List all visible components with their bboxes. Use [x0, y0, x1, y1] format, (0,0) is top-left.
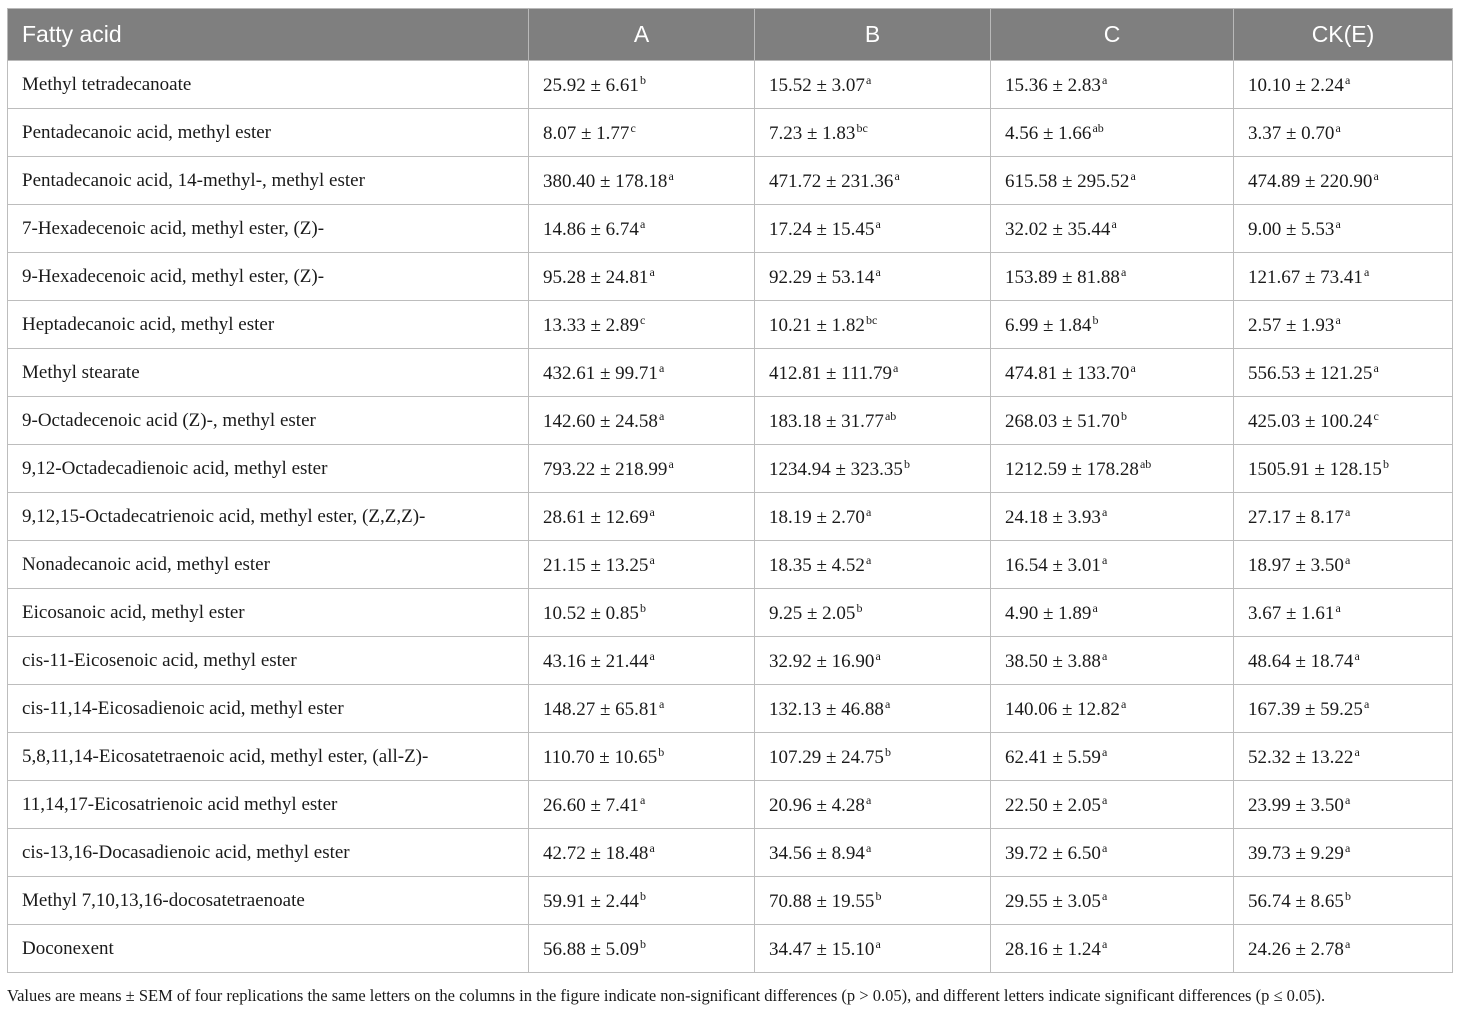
significance-letter: b: [856, 600, 863, 615]
significance-letter: b: [875, 888, 882, 903]
mean-sem-value: 110.70 ± 10.65: [543, 746, 658, 768]
significance-letter: a: [875, 936, 881, 951]
significance-letter: b: [639, 600, 646, 615]
fatty-acid-table: [7, 8, 1453, 973]
table-row: [8, 253, 1453, 301]
significance-letter: a: [884, 696, 891, 711]
mean-sem-value: 28.61 ± 12.69: [543, 506, 649, 528]
value-cell: [529, 685, 755, 733]
significance-letter: a: [1101, 504, 1108, 519]
value-cell: [1234, 637, 1453, 685]
value-cell: [529, 301, 755, 349]
table-row: [8, 781, 1453, 829]
significance-letter: a: [1111, 216, 1117, 231]
value-cell: [991, 637, 1234, 685]
fatty-acid-name: 9-Octadecenoic acid (Z)-, methyl ester: [8, 397, 529, 445]
mean-sem-value: 380.40 ± 178.18: [543, 170, 668, 192]
table-row: [8, 61, 1453, 109]
significance-letter: a: [1101, 840, 1108, 855]
value-cell: [1234, 877, 1453, 925]
value-cell: [991, 493, 1234, 541]
table-row: [8, 397, 1453, 445]
fatty-acid-table-container: [7, 8, 1452, 973]
significance-letter: a: [865, 792, 872, 807]
table-footnote: Values are means ± SEM of four replications the same letters on the columns in the figure indicate non-significant differences (p > 0.05), and different letters indicate significant differences (p ≤ 0.05).: [7, 986, 1326, 1005]
mean-sem-value: 121.67 ± 73.41: [1248, 266, 1363, 288]
table-row: [8, 205, 1453, 253]
significance-letter: a: [1335, 216, 1341, 231]
value-cell: [991, 397, 1234, 445]
mean-sem-value: 167.39 ± 59.25: [1248, 698, 1363, 720]
table-row: [8, 589, 1453, 637]
mean-sem-value: 8.07 ± 1.77: [543, 122, 630, 144]
value-cell: [529, 157, 755, 205]
value-cell: [991, 877, 1234, 925]
value-cell: [1234, 733, 1453, 781]
significance-letter: a: [1373, 360, 1379, 375]
value-cell: [755, 925, 991, 973]
value-cell: [991, 157, 1234, 205]
value-cell: [755, 589, 991, 637]
value-cell: [1234, 925, 1453, 973]
value-cell: [529, 253, 755, 301]
significance-letter: a: [649, 264, 655, 279]
value-cell: [1234, 445, 1453, 493]
value-cell: [755, 397, 991, 445]
mean-sem-value: 268.03 ± 51.70: [1005, 410, 1120, 432]
value-cell: [1234, 301, 1453, 349]
fatty-acid-name: 9,12-Octadecadienoic acid, methyl ester: [8, 445, 529, 493]
fatty-acid-name: Doconexent: [8, 925, 529, 973]
significance-letter: a: [1363, 696, 1370, 711]
value-cell: [755, 733, 991, 781]
significance-letter: ab: [1092, 120, 1104, 135]
mean-sem-value: 10.52 ± 0.85: [543, 602, 639, 624]
fatty-acid-name: 7-Hexadecenoic acid, methyl ester, (Z)-: [8, 205, 529, 253]
value-cell: [529, 493, 755, 541]
mean-sem-value: 18.35 ± 4.52: [769, 554, 865, 576]
significance-letter: a: [658, 696, 665, 711]
mean-sem-value: 32.92 ± 16.90: [769, 650, 875, 672]
significance-letter: a: [668, 456, 674, 471]
significance-letter: a: [1101, 648, 1108, 663]
value-cell: [529, 877, 755, 925]
mean-sem-value: 38.50 ± 3.88: [1005, 650, 1101, 672]
value-cell: [755, 541, 991, 589]
fatty-acid-name: 9-Hexadecenoic acid, methyl ester, (Z)-: [8, 253, 529, 301]
mean-sem-value: 22.50 ± 2.05: [1005, 794, 1101, 816]
value-cell: [755, 205, 991, 253]
significance-letter: a: [1101, 936, 1108, 951]
table-row: [8, 349, 1453, 397]
mean-sem-value: 34.47 ± 15.10: [769, 938, 875, 960]
fatty-acid-name: Methyl stearate: [8, 349, 529, 397]
value-cell: [529, 109, 755, 157]
table-body: [8, 61, 1453, 973]
significance-letter: b: [1382, 456, 1389, 471]
header-ck-e: CK(E): [1234, 9, 1453, 61]
significance-letter: bc: [865, 312, 878, 327]
significance-letter: b: [639, 936, 646, 951]
significance-letter: a: [649, 504, 655, 519]
significance-letter: a: [658, 360, 665, 375]
value-cell: [529, 541, 755, 589]
value-cell: [755, 157, 991, 205]
value-cell: [1234, 685, 1453, 733]
value-cell: [529, 829, 755, 877]
value-cell: [529, 349, 755, 397]
mean-sem-value: 107.29 ± 24.75: [769, 746, 884, 768]
value-cell: [529, 445, 755, 493]
mean-sem-value: 1212.59 ± 178.28: [1005, 458, 1139, 480]
significance-letter: a: [649, 648, 655, 663]
fatty-acid-name: 5,8,11,14-Eicosatetraenoic acid, methyl ester, (all-Z)-: [8, 733, 529, 781]
mean-sem-value: 62.41 ± 5.59: [1005, 746, 1101, 768]
significance-letter: a: [639, 216, 646, 231]
table-row: [8, 733, 1453, 781]
mean-sem-value: 39.72 ± 6.50: [1005, 842, 1101, 864]
significance-letter: c: [1373, 408, 1379, 423]
table-row: [8, 109, 1453, 157]
mean-sem-value: 43.16 ± 21.44: [543, 650, 649, 672]
value-cell: [991, 541, 1234, 589]
significance-letter: a: [1101, 888, 1108, 903]
mean-sem-value: 153.89 ± 81.88: [1005, 266, 1120, 288]
mean-sem-value: 4.90 ± 1.89: [1005, 602, 1092, 624]
mean-sem-value: 25.92 ± 6.61: [543, 74, 639, 96]
fatty-acid-name: cis-13,16-Docasadienoic acid, methyl ester: [8, 829, 529, 877]
value-cell: [991, 109, 1234, 157]
mean-sem-value: 425.03 ± 100.24: [1248, 410, 1373, 432]
significance-letter: b: [639, 888, 646, 903]
mean-sem-value: 16.54 ± 3.01: [1005, 554, 1101, 576]
significance-letter: a: [1344, 504, 1351, 519]
mean-sem-value: 132.13 ± 46.88: [769, 698, 884, 720]
mean-sem-value: 615.58 ± 295.52: [1005, 170, 1130, 192]
mean-sem-value: 142.60 ± 24.58: [543, 410, 658, 432]
value-cell: [991, 301, 1234, 349]
value-cell: [755, 829, 991, 877]
value-cell: [991, 829, 1234, 877]
table-row: [8, 493, 1453, 541]
significance-letter: a: [1335, 600, 1341, 615]
value-cell: [755, 781, 991, 829]
value-cell: [529, 61, 755, 109]
significance-letter: a: [1092, 600, 1098, 615]
value-cell: [755, 253, 991, 301]
mean-sem-value: 17.24 ± 15.45: [769, 218, 875, 240]
header-a: A: [529, 9, 755, 61]
value-cell: [1234, 109, 1453, 157]
value-cell: [529, 781, 755, 829]
value-cell: [529, 637, 755, 685]
table-row: [8, 301, 1453, 349]
significance-letter: a: [1344, 840, 1351, 855]
fatty-acid-name: Eicosanoic acid, methyl ester: [8, 589, 529, 637]
mean-sem-value: 9.25 ± 2.05: [769, 602, 856, 624]
value-cell: [1234, 541, 1453, 589]
mean-sem-value: 140.06 ± 12.82: [1005, 698, 1120, 720]
table-header-row: [8, 9, 1453, 61]
value-cell: [991, 733, 1234, 781]
mean-sem-value: 3.67 ± 1.61: [1248, 602, 1335, 624]
mean-sem-value: 92.29 ± 53.14: [769, 266, 875, 288]
mean-sem-value: 56.88 ± 5.09: [543, 938, 639, 960]
mean-sem-value: 148.27 ± 65.81: [543, 698, 658, 720]
table-row: [8, 445, 1453, 493]
significance-letter: a: [658, 408, 665, 423]
significance-letter: a: [1354, 648, 1360, 663]
significance-letter: a: [1101, 72, 1108, 87]
mean-sem-value: 183.18 ± 31.77: [769, 410, 884, 432]
significance-letter: a: [1101, 552, 1108, 567]
value-cell: [755, 877, 991, 925]
value-cell: [991, 589, 1234, 637]
mean-sem-value: 13.33 ± 2.89: [543, 314, 639, 336]
significance-letter: a: [893, 360, 899, 375]
value-cell: [1234, 205, 1453, 253]
mean-sem-value: 56.74 ± 8.65: [1248, 890, 1344, 912]
mean-sem-value: 793.22 ± 218.99: [543, 458, 668, 480]
value-cell: [1234, 349, 1453, 397]
table-row: [8, 157, 1453, 205]
mean-sem-value: 52.32 ± 13.22: [1248, 746, 1354, 768]
value-cell: [755, 301, 991, 349]
mean-sem-value: 432.61 ± 99.71: [543, 362, 658, 384]
significance-letter: a: [1335, 312, 1341, 327]
significance-letter: ab: [1139, 456, 1152, 471]
value-cell: [755, 445, 991, 493]
significance-letter: a: [1335, 120, 1341, 135]
significance-letter: b: [658, 744, 665, 759]
table-row: [8, 925, 1453, 973]
mean-sem-value: 27.17 ± 8.17: [1248, 506, 1344, 528]
value-cell: [755, 637, 991, 685]
value-cell: [529, 205, 755, 253]
mean-sem-value: 474.81 ± 133.70: [1005, 362, 1130, 384]
value-cell: [991, 685, 1234, 733]
significance-letter: ab: [884, 408, 897, 423]
mean-sem-value: 24.26 ± 2.78: [1248, 938, 1344, 960]
value-cell: [755, 685, 991, 733]
significance-letter: a: [1344, 72, 1351, 87]
significance-letter: a: [1373, 168, 1379, 183]
significance-letter: a: [1101, 744, 1108, 759]
significance-letter: b: [639, 72, 646, 87]
fatty-acid-name: Methyl 7,10,13,16-docosatetraenoate: [8, 877, 529, 925]
fatty-acid-name: cis-11,14-Eicosadienoic acid, methyl ester: [8, 685, 529, 733]
fatty-acid-name: cis-11-Eicosenoic acid, methyl ester: [8, 637, 529, 685]
mean-sem-value: 20.96 ± 4.28: [769, 794, 865, 816]
value-cell: [529, 397, 755, 445]
significance-letter: a: [1344, 792, 1351, 807]
significance-letter: a: [649, 552, 655, 567]
mean-sem-value: 14.86 ± 6.74: [543, 218, 639, 240]
mean-sem-value: 2.57 ± 1.93: [1248, 314, 1335, 336]
significance-letter: a: [894, 168, 900, 183]
value-cell: [755, 109, 991, 157]
mean-sem-value: 1234.94 ± 323.35: [769, 458, 903, 480]
significance-letter: a: [1101, 792, 1108, 807]
value-cell: [1234, 493, 1453, 541]
fatty-acid-name: Nonadecanoic acid, methyl ester: [8, 541, 529, 589]
mean-sem-value: 29.55 ± 3.05: [1005, 890, 1101, 912]
table-row: [8, 829, 1453, 877]
mean-sem-value: 15.36 ± 2.83: [1005, 74, 1101, 96]
value-cell: [1234, 829, 1453, 877]
table-row: [8, 637, 1453, 685]
significance-letter: a: [865, 552, 872, 567]
table-row: [8, 541, 1453, 589]
significance-letter: b: [1092, 312, 1099, 327]
mean-sem-value: 7.23 ± 1.83: [769, 122, 856, 144]
mean-sem-value: 21.15 ± 13.25: [543, 554, 649, 576]
mean-sem-value: 24.18 ± 3.93: [1005, 506, 1101, 528]
table-row: [8, 877, 1453, 925]
significance-letter: b: [903, 456, 910, 471]
significance-letter: a: [1120, 264, 1127, 279]
value-cell: [529, 925, 755, 973]
mean-sem-value: 474.89 ± 220.90: [1248, 170, 1373, 192]
mean-sem-value: 4.56 ± 1.66: [1005, 122, 1092, 144]
significance-letter: a: [1363, 264, 1370, 279]
header-fatty-acid: Fatty acid: [8, 9, 529, 61]
fatty-acid-name: Pentadecanoic acid, methyl ester: [8, 109, 529, 157]
value-cell: [1234, 157, 1453, 205]
fatty-acid-name: Heptadecanoic acid, methyl ester: [8, 301, 529, 349]
value-cell: [1234, 253, 1453, 301]
significance-letter: c: [639, 312, 646, 327]
fatty-acid-name: 9,12,15-Octadecatrienoic acid, methyl ester, (Z,Z,Z)-: [8, 493, 529, 541]
mean-sem-value: 10.10 ± 2.24: [1248, 74, 1344, 96]
mean-sem-value: 39.73 ± 9.29: [1248, 842, 1344, 864]
significance-letter: a: [649, 840, 655, 855]
mean-sem-value: 34.56 ± 8.94: [769, 842, 865, 864]
significance-letter: a: [1354, 744, 1360, 759]
significance-letter: bc: [856, 120, 868, 135]
mean-sem-value: 70.88 ± 19.55: [769, 890, 875, 912]
mean-sem-value: 556.53 ± 121.25: [1248, 362, 1373, 384]
mean-sem-value: 471.72 ± 231.36: [769, 170, 894, 192]
mean-sem-value: 59.91 ± 2.44: [543, 890, 639, 912]
significance-letter: a: [875, 264, 881, 279]
mean-sem-value: 1505.91 ± 128.15: [1248, 458, 1382, 480]
value-cell: [991, 253, 1234, 301]
mean-sem-value: 10.21 ± 1.82: [769, 314, 865, 336]
significance-letter: c: [630, 120, 636, 135]
mean-sem-value: 18.19 ± 2.70: [769, 506, 865, 528]
mean-sem-value: 95.28 ± 24.81: [543, 266, 649, 288]
significance-letter: a: [1344, 552, 1351, 567]
mean-sem-value: 28.16 ± 1.24: [1005, 938, 1101, 960]
header-b: B: [755, 9, 991, 61]
mean-sem-value: 3.37 ± 0.70: [1248, 122, 1335, 144]
significance-letter: b: [1120, 408, 1127, 423]
table-row: [8, 685, 1453, 733]
significance-letter: a: [865, 504, 872, 519]
mean-sem-value: 48.64 ± 18.74: [1248, 650, 1354, 672]
value-cell: [991, 445, 1234, 493]
value-cell: [991, 61, 1234, 109]
significance-letter: a: [1130, 360, 1136, 375]
significance-letter: a: [875, 648, 881, 663]
significance-letter: a: [1344, 936, 1351, 951]
mean-sem-value: 26.60 ± 7.41: [543, 794, 639, 816]
value-cell: [991, 925, 1234, 973]
fatty-acid-name: Methyl tetradecanoate: [8, 61, 529, 109]
header-c: C: [991, 9, 1234, 61]
significance-letter: b: [884, 744, 891, 759]
value-cell: [1234, 397, 1453, 445]
mean-sem-value: 6.99 ± 1.84: [1005, 314, 1092, 336]
mean-sem-value: 23.99 ± 3.50: [1248, 794, 1344, 816]
significance-letter: a: [639, 792, 646, 807]
mean-sem-value: 42.72 ± 18.48: [543, 842, 649, 864]
significance-letter: a: [875, 216, 881, 231]
value-cell: [755, 493, 991, 541]
value-cell: [755, 349, 991, 397]
fatty-acid-name: 11,14,17-Eicosatrienoic acid methyl ester: [8, 781, 529, 829]
significance-letter: a: [1120, 696, 1127, 711]
value-cell: [529, 589, 755, 637]
mean-sem-value: 9.00 ± 5.53: [1248, 218, 1335, 240]
significance-letter: b: [1344, 888, 1351, 903]
fatty-acid-name: Pentadecanoic acid, 14-methyl-, methyl ester: [8, 157, 529, 205]
mean-sem-value: 412.81 ± 111.79: [769, 362, 893, 384]
significance-letter: a: [1130, 168, 1136, 183]
mean-sem-value: 18.97 ± 3.50: [1248, 554, 1344, 576]
significance-letter: a: [865, 840, 872, 855]
value-cell: [991, 349, 1234, 397]
value-cell: [991, 781, 1234, 829]
significance-letter: a: [865, 72, 872, 87]
value-cell: [1234, 781, 1453, 829]
value-cell: [1234, 589, 1453, 637]
mean-sem-value: 15.52 ± 3.07: [769, 74, 865, 96]
value-cell: [991, 205, 1234, 253]
significance-letter: a: [668, 168, 674, 183]
value-cell: [529, 733, 755, 781]
value-cell: [755, 61, 991, 109]
mean-sem-value: 32.02 ± 35.44: [1005, 218, 1111, 240]
value-cell: [1234, 61, 1453, 109]
